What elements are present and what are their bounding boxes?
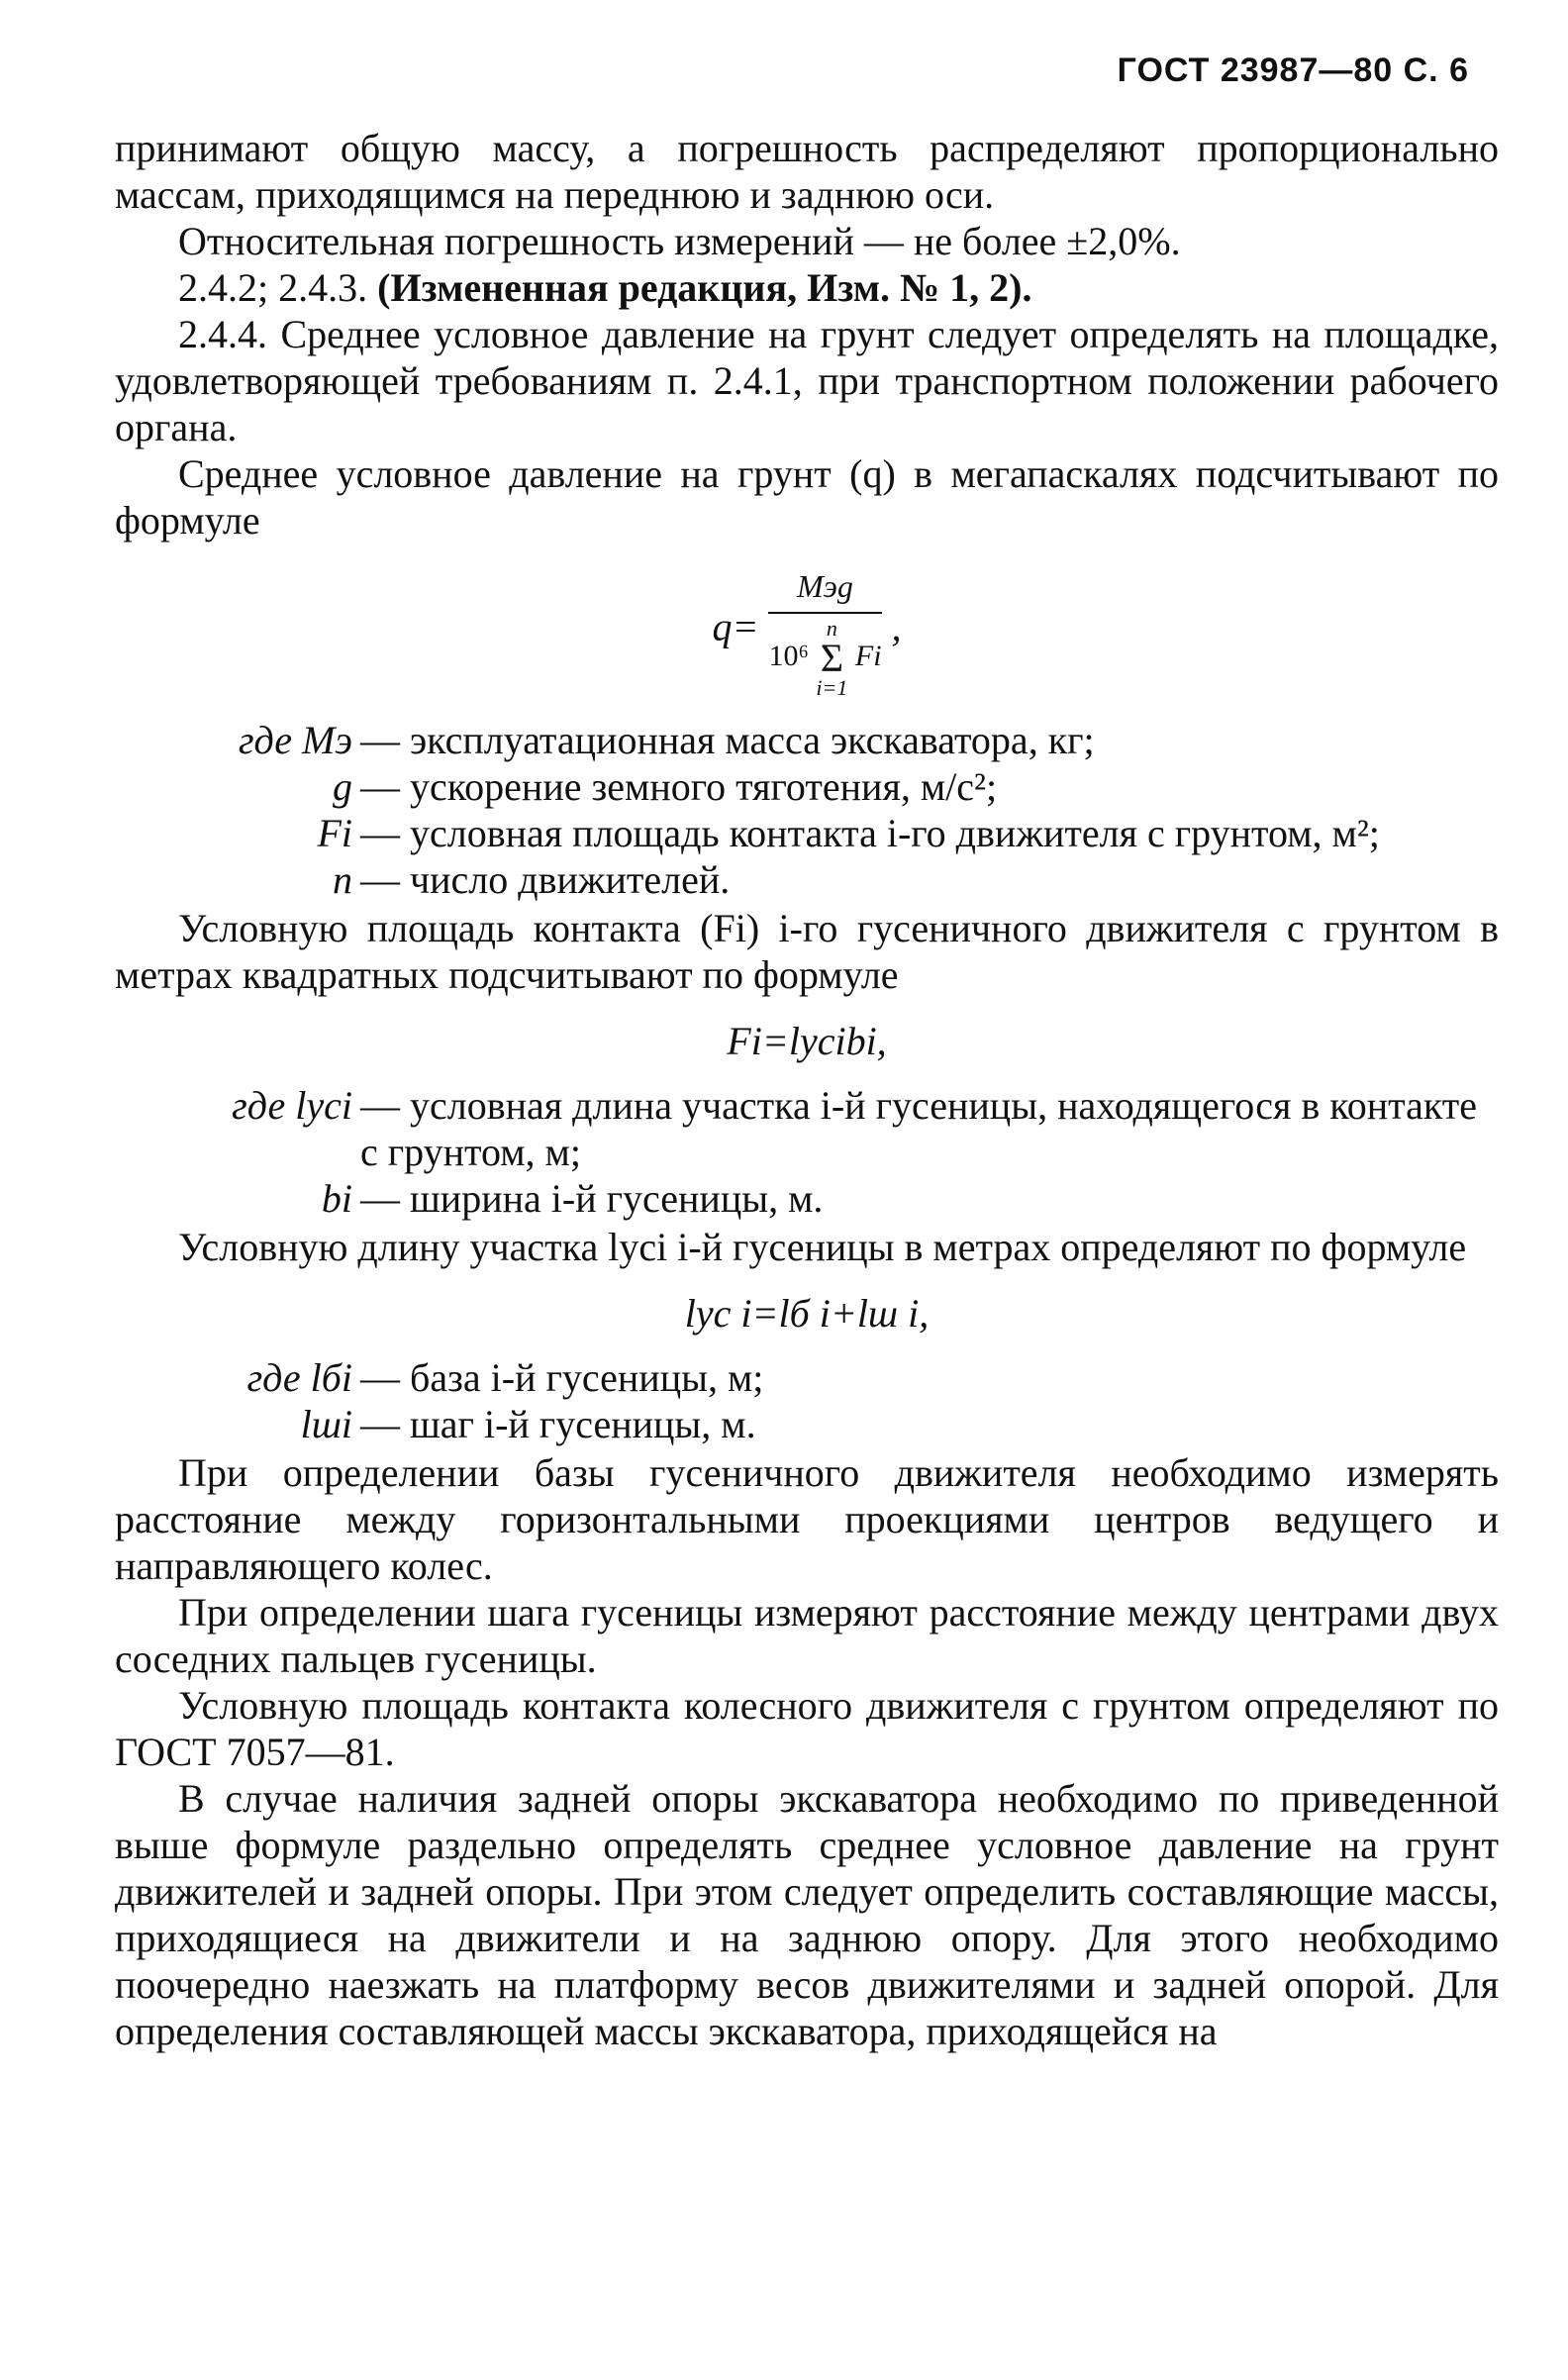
sum-sign: Σ — [820, 636, 844, 680]
amendment-note: (Измененная редакция, Изм. № 1, 2). — [377, 265, 1032, 310]
formula-contact-area: Fi=lycibi, — [727, 1019, 887, 1063]
formula-denominator — [768, 614, 881, 699]
paragraph: Условную площадь контакта колесного движителя с грунтом определяют по ГОСТ 7057—81. — [115, 1683, 1499, 1774]
formula-numerator: Mэg — [768, 563, 881, 614]
paragraph: 2.4.4. Среднее условное давление на грунт следует определять на площадке, удовлетворяющей требованиям п. 2.4.1, при транспортном положении рабочего органа. — [115, 312, 1499, 449]
sum-lower: i=1 — [816, 675, 848, 700]
legend-list — [115, 717, 1499, 903]
legend-desc: — ширина i-й гусеницы, м. — [360, 1176, 824, 1221]
sum-term: Fi — [854, 639, 882, 672]
paragraph: Условную площадь контакта (Fi) i-го гусеничного движителя с грунтом в метрах квадратных подсчитывают по формуле — [115, 906, 1499, 997]
legend-symbol: где lyci — [232, 1083, 352, 1128]
legend-desc: — условная длина участка i-й гусеницы, находящегося в контакте с грунтом, м; — [360, 1083, 1477, 1174]
legend-symbol: bi — [321, 1176, 352, 1221]
formula-pressure — [115, 563, 1499, 699]
legend-desc: — число движителей. — [360, 857, 731, 902]
paragraph: принимают общую массу, а погрешность распределяют пропорционально массам, приходящимся на переднюю и заднюю оси. — [115, 126, 1499, 217]
legend-desc: — ускорение земного тяготения, м/с²; — [360, 764, 998, 809]
legend-desc: — шаг i-й гусеницы, м. — [360, 1402, 756, 1446]
paragraph: Относительная погрешность измерений — не более ±2,0%. — [178, 219, 1181, 263]
legend-symbol: где lбi — [246, 1355, 352, 1400]
legend-symbol: Fi — [317, 811, 352, 855]
paragraph — [115, 264, 1499, 311]
paragraph: В случае наличия задней опоры экскаватора необходимо по приведенной выше формуле раздельно определять среднее условное давление на грунт движителей и задней опоры. При этом следует определить составляющие массы, приходящиеся на движители и на заднюю опору. Для этого необходимо поочередно наезжать на платформу весов движителями и задней опорой. Для определения составляющей массы экскаватора, приходящейся на — [115, 1776, 1499, 2053]
amendment-ref: 2.4.2; 2.4.3. — [178, 265, 378, 310]
formula-den-coef: 10⁶ — [768, 639, 809, 672]
legend-list — [115, 1082, 1499, 1222]
legend-symbol: n — [333, 857, 352, 902]
formula-tail: , — [891, 604, 902, 649]
paragraph: Среднее условное давление на грунт (q) в мегапаскалях подсчитывают по формуле — [115, 451, 1499, 543]
formula-lhs: q= — [712, 604, 759, 649]
sum-upper: n — [826, 616, 837, 641]
paragraph: При определении шага гусеницы измеряют расстояние между центрами двух соседних пальцев гусеницы. — [115, 1590, 1499, 1681]
formula-fraction — [768, 563, 881, 699]
legend-list — [115, 1354, 1499, 1447]
legend-symbol: g — [333, 764, 352, 809]
legend-desc: — условная площадь контакта i-го движителя с грунтом, м²; — [360, 811, 1380, 855]
sum-operator — [816, 618, 847, 699]
page-header: ГОСТ 23987—80 С. 6 — [1117, 51, 1469, 89]
paragraph: При определении базы гусеничного движителя необходимо измерять расстояние между горизонтальными проекциями центров ведущего и направляющего колес. — [115, 1450, 1499, 1588]
paragraph: Условную длину участка lyci i-й гусеницы в метрах определяют по формуле — [178, 1225, 1467, 1269]
document-body — [115, 125, 1499, 2054]
legend-symbol: lшi — [300, 1402, 352, 1446]
legend-desc: — эксплуатационная масса экскаватора, кг; — [360, 718, 1095, 762]
formula-track-length: lyc i=lб i+lш i, — [684, 1291, 930, 1336]
legend-symbol: где Mэ — [238, 718, 352, 762]
legend-desc: — база i-й гусеницы, м; — [360, 1355, 764, 1400]
